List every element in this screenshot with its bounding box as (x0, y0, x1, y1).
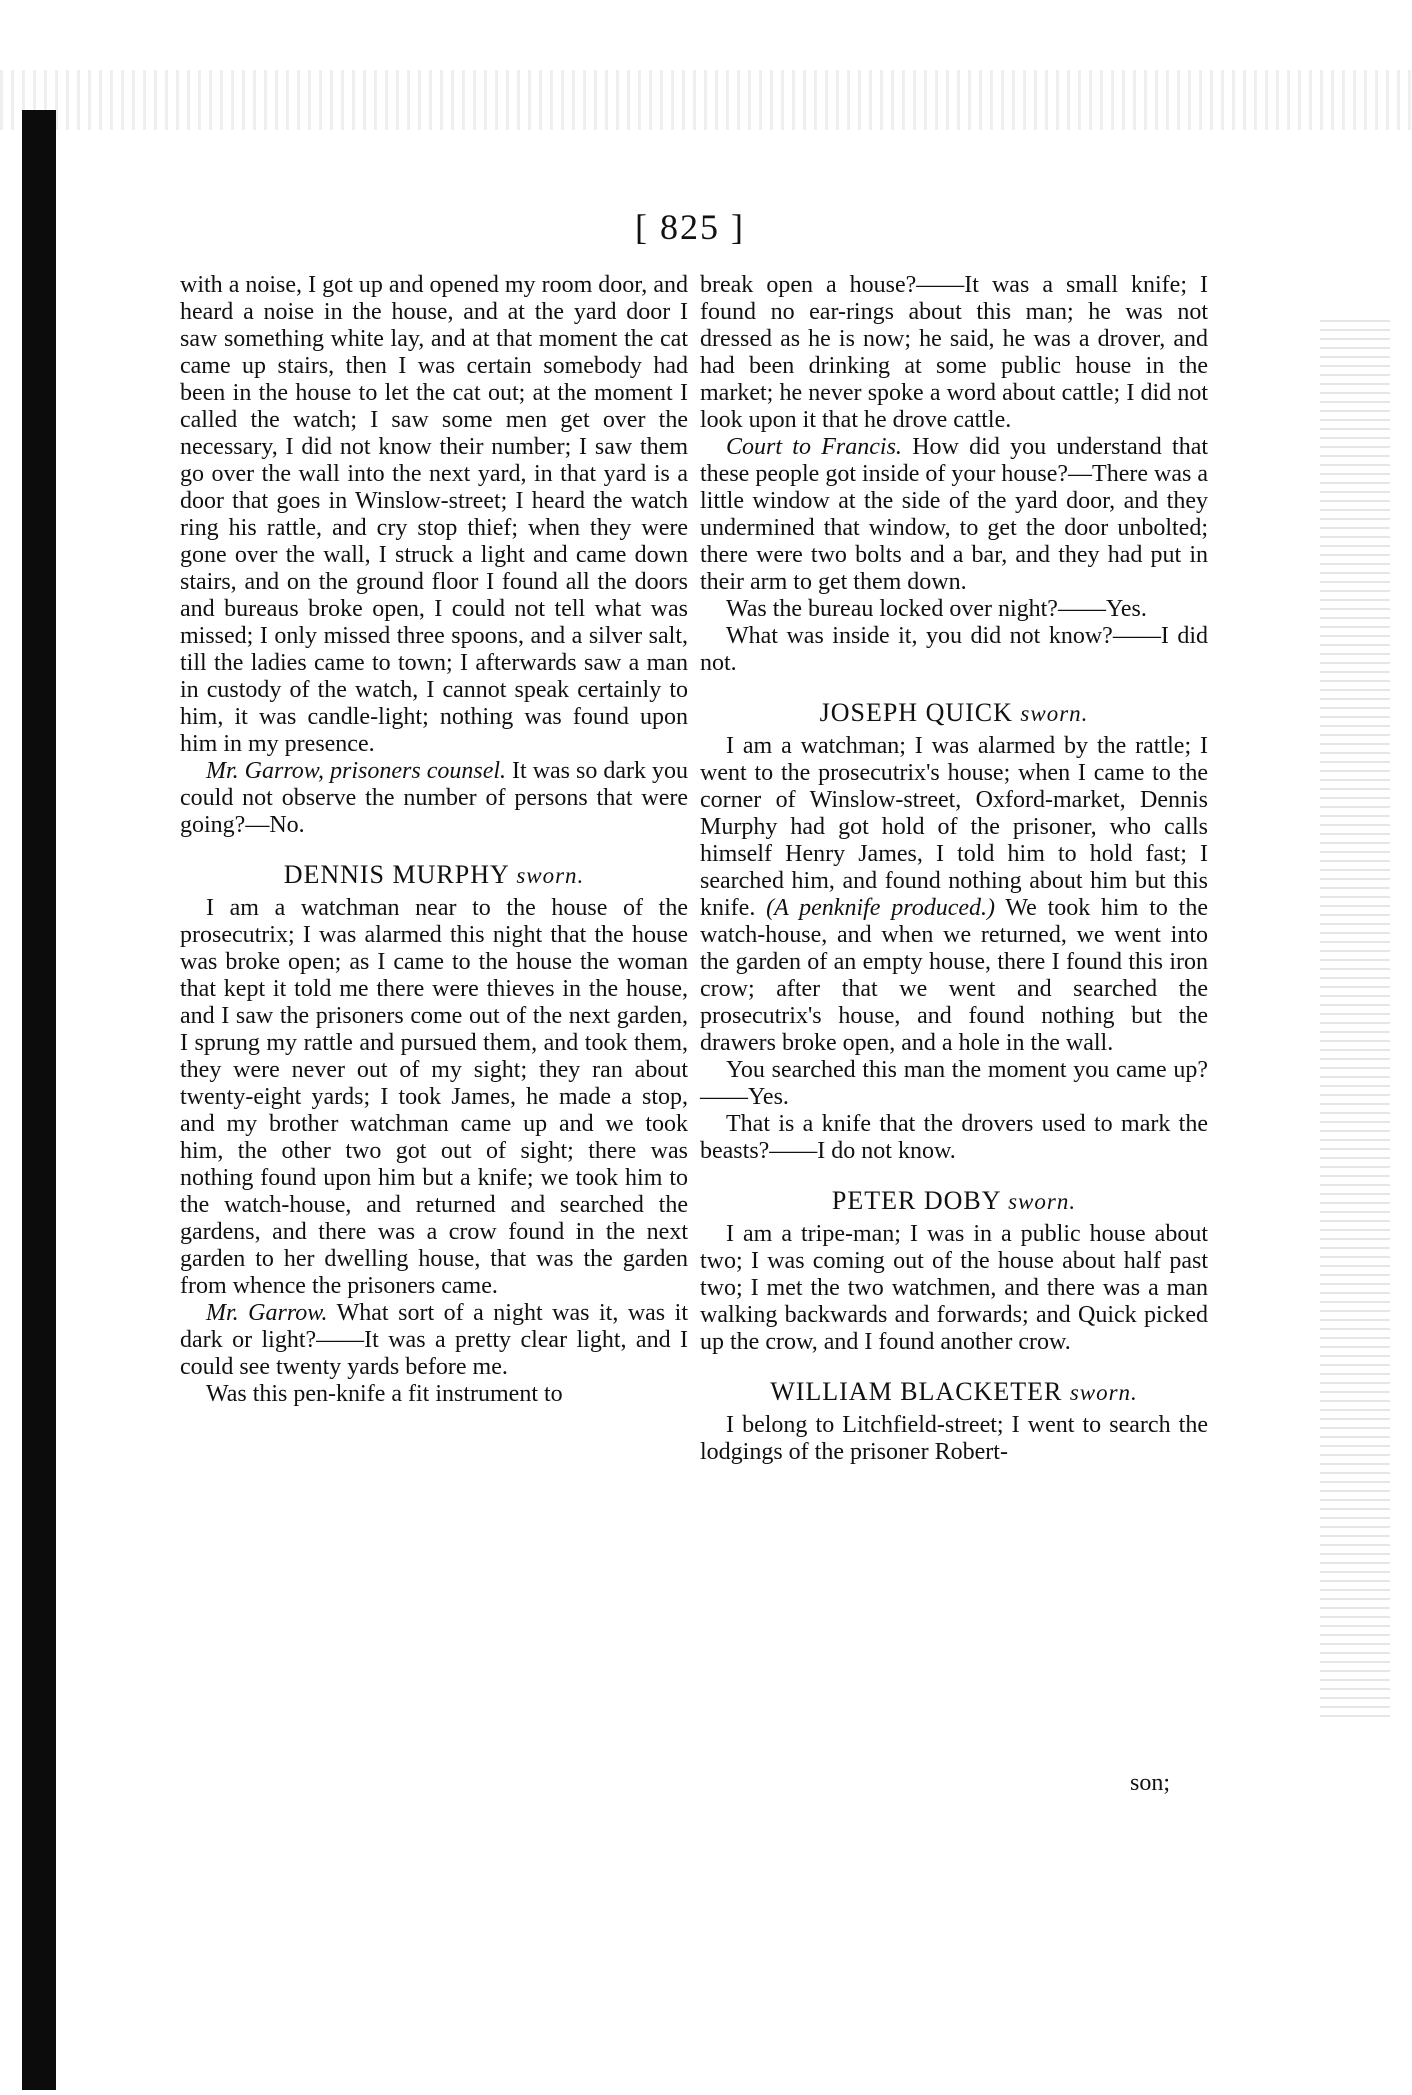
speaker-label: Mr. Garrow, prisoners counsel. (206, 758, 507, 784)
paragraph-text: What sort of a night was it, was it dark or light?——It was a pretty clear light, and I could see twenty yards before me. (180, 1300, 688, 1380)
stage-note: (A penknife produced.) (766, 895, 995, 921)
paragraph-text: It was so dark you could not observe the number of persons that were going?—No. (180, 758, 689, 838)
paragraph: That is a knife that the drovers used to mark the beasts?——I do not know. (700, 1111, 1208, 1164)
scan-noise-top (0, 70, 1412, 130)
speaker-label: Mr. Garrow. (206, 1300, 328, 1326)
paragraph: break open a house?——It was a small knife; I found no ear-rings about this man; he was not dressed as he is now; he said, he was a drover, and had been drinking at some public house in the market; he never spoke a word about cattle; I did not look upon it that he drove cattle. (700, 272, 1208, 433)
paragraph: I belong to Litchfield-street; I went to search the lodgings of the prisoner Robert- (700, 1412, 1208, 1465)
sworn-label: sworn. (516, 863, 585, 888)
paragraph-text: I am a watchman; I was alarmed by the rattle; I went to the prosecutrix's house; when I came to the corner of Winslow-street, Oxford-market, Dennis Murphy had got hold of the prisoner, who calls himself Henry James, I told him to hold fast; I searched him, and found nothing about him but this knife. (700, 733, 1208, 921)
paragraph-text: How did you understand that these people got inside of your house?—There was a little window at the side of the yard door, and they undermined that window, to get the door unbolted; there were two bolts and a bar, and they had put in their arm to get them down. (700, 434, 1209, 595)
sworn-label: sworn. (1008, 1189, 1077, 1214)
left-column (180, 272, 688, 1408)
paragraph: Was this pen-knife a fit instrument to (206, 1381, 563, 1407)
paragraph (700, 733, 1208, 1057)
witness-heading (700, 1187, 1208, 1215)
paragraph (180, 1300, 688, 1381)
witness-name: DENNIS MURPHY (283, 860, 509, 889)
page-number: [ 825 ] (635, 207, 745, 247)
right-column (700, 272, 1208, 1466)
paragraph: I am a watchman near to the house of the prosecutrix; I was alarmed this night that the house was broke open; as I came to the house the woman that kept it told me there were thieves in the house, and I saw the prisoners come out of the next garden, I sprung my rattle and pursued them, and took them, they were never out of my sight; they ran about twenty-eight yards; I took James, he made a stop, and my brother watchman came up and we took him, the other two got out of sight; there was nothing found upon him but a knife; we took him to the watch-house, and returned and searched the gardens, and there was a crow found in the next garden to her dwelling house, that was the garden from whence the prisoners came. (180, 895, 688, 1299)
paragraph: What was inside it, you did not know?——I did not. (700, 623, 1208, 676)
witness-heading (180, 861, 688, 889)
paragraph: I am a tripe-man; I was in a public house about two; I was coming out of the house about half past two; I met the two watchmen, and there was a man walking backwards and forwards; and Quick picked up the crow, and I found another crow. (700, 1221, 1208, 1355)
paragraph: Was the bureau locked over night?——Yes. (726, 596, 1147, 622)
sworn-label: sworn. (1069, 1380, 1138, 1405)
catchword: son; (1130, 1770, 1171, 1796)
witness-heading (700, 1378, 1208, 1406)
witness-name: WILLIAM BLACKETER (770, 1377, 1063, 1406)
sworn-label: sworn. (1020, 701, 1089, 726)
paragraph (180, 758, 688, 839)
paragraph (700, 434, 1208, 596)
speaker-label: Court to Francis. (726, 434, 902, 460)
witness-heading (700, 699, 1208, 727)
paragraph: You searched this man the moment you came up?——Yes. (700, 1057, 1208, 1110)
witness-name: JOSEPH QUICK (819, 698, 1013, 727)
scan-edge-shadow (22, 110, 56, 2090)
paragraph: with a noise, I got up and opened my room door, and heard a noise in the house, and at the yard door I saw something white lay, and at that moment the cat came up stairs, then I was certain somebody had been in the house to let the cat out; at the moment I called the watch; I saw some men get over the necessary, I did not know their number; I saw them go over the wall into the next yard, in that yard is a door that goes in Winslow-street; I heard the watch ring his rattle, and cry stop thief; when they were gone over the wall, I struck a light and came down stairs, and on the ground floor I found all the doors and bureaus broke open, I could not tell what was missed; I only missed three spoons, and a silver salt, till the ladies came to town; I afterwards saw a man in custody of the watch, I cannot speak certainly to him, it was candle-light; nothing was found upon him in my presence. (180, 272, 688, 757)
witness-name: PETER DOBY (831, 1186, 1001, 1215)
paragraph-text: We took him to the watch-house, and when we returned, we went into the garden of an empty house, there I found this iron crow; after that we went and searched the prosecutrix's house, and found nothing but the drawers broke open, and a hole in the wall. (700, 895, 1208, 1056)
scan-noise-right (1320, 320, 1390, 1720)
